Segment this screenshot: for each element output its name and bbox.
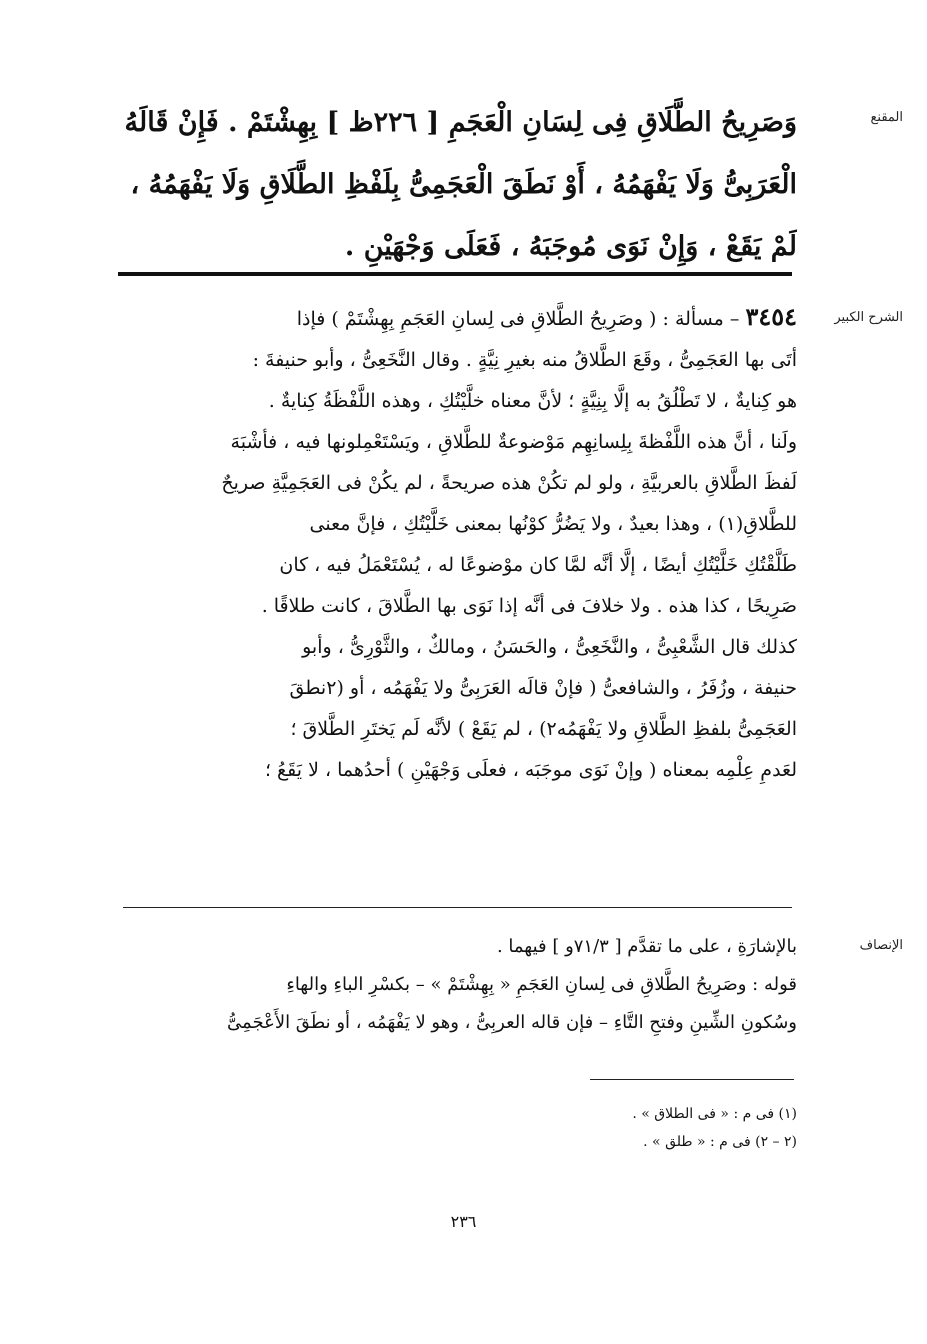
sharh-line: ولَنا ، أنَّ هذه اللَّفْظةَ بِلِسانِهِم مَوْضوعةٌ للطَّلاقِ ، ويَسْتَعْمِلونها فيه ، فأشْبَهَ: [230, 431, 797, 453]
sharh-text: [112, 296, 797, 791]
sharh-line: هو كِنايةٌ ، لا تَطْلُقُ به إلَّا بِنِيَّةٍ ؛ لأنَّ معناه خلَّيْتُكِ ، وهذه اللَّفْظَةُ كِنايةٌ .: [268, 390, 797, 412]
sharh-line: حنيفة ، وزُفَرُ ، والشافعىُّ ( فإنْ قالَه العَرَبِىُّ ولا يَفْهَمُه ، أو (٢نطقَ: [289, 677, 797, 699]
issue-number: ٣٤٥٤: [745, 302, 797, 331]
sharh-line: لعَدمِ عِلْمِه بمعناه ( وإنْ نَوَى موجَبَه ، فعلَى وَجْهَيْنِ ) أحدُهما ، لا يَقَعُ ؛: [264, 759, 797, 781]
footnote: (١) فى م : « فى الطلاق » .: [632, 1106, 797, 1122]
insaf-line: وسُكونِ الشِّينِ وفتحِ التَّاءِ – فإن قاله العربِىُّ ، وهو لا يَفْهَمُه ، أو نطَقَ الأَعْجَمِىُّ: [227, 1012, 797, 1033]
footnotes: [112, 1100, 797, 1156]
footnote: (٢ – ٢) فى م : « طلق » .: [643, 1134, 797, 1150]
muqni-label: المقنع: [870, 110, 903, 125]
insaf-text: [112, 928, 797, 1042]
muqni-line: وَصَرِيحُ الطَّلَاقِ فِى لِسَانِ الْعَجَمِ [ ٢٢٦ظ ] بِهِشْتَمْ . فَإِنْ قَالَهُ: [124, 107, 797, 138]
muqni-line: الْعَرَبِىُّ وَلَا يَفْهَمُهُ ، أَوْ نَطَقَ الْعَجَمِىُّ بِلَفْظِ الطَّلَاقِ وَلَا يَفْهَمُهُ ،: [130, 169, 797, 200]
sharh-line: العَجَمِىُّ بلفظِ الطَّلاقِ ولا يَفْهَمُه٢) ، لم يَقَعْ ) لأنَّه لَم يَختَرِ الطَّلاقَ ؛: [290, 718, 797, 740]
sharh-line: لَفظَ الطَّلاقِ بالعربيَّةِ ، ولو لم تكُنْ هذه صريحةً ، لم يكُنْ فى العَجَمِيَّةِ صريحٌ: [221, 472, 797, 494]
muqni-text: [112, 92, 797, 278]
insaf-line: قوله : وصَرِيحُ الطَّلاقِ فى لِسانِ العَجَمِ « بِهِشْتَمْ » – بكسْرِ الباءِ والهاءِ: [286, 974, 797, 995]
sharh-line: – مسألة : ( وصَرِيحُ الطَّلاقِ فى لِسانِ العَجَمِ بِهِشْتَمْ ) فإذا: [296, 308, 740, 330]
sharh-line: كذلك قال الشَّعْبِىُّ ، والنَّخَعِىُّ ، والحَسَنُ ، ومالكٌ ، والثَّوْرِىُّ ، وأبو: [302, 636, 797, 658]
page-number: ٢٣٦: [450, 1212, 477, 1231]
sharh-label: الشرح الكبير: [834, 310, 903, 325]
sharh-first-line: [112, 296, 797, 340]
section-divider-thin: [123, 907, 792, 908]
section-divider-thick: [118, 272, 792, 276]
sharh-line: صَرِيحًا ، كذا هذه . ولا خلافَ فى أنَّه إذا نَوَى بها الطَّلاقَ ، كانت طلاقًا .: [261, 595, 797, 617]
insaf-label: الإنصاف: [859, 938, 903, 953]
footnote-divider: [590, 1079, 794, 1080]
sharh-line: طَلَّقْتُكِ خَلَّيْتُكِ أيضًا ، إلَّا أنَّه لمَّا كان موْضوعًا له ، يُسْتَعْمَلُ فيه ، كان: [279, 554, 797, 576]
insaf-line: بالإشارَةِ ، على ما تقدَّم [ ٧١/٣و ] فيهما .: [496, 936, 797, 957]
sharh-line: للطَّلاقِ(١) ، وهذا بعيدٌ ، ولا يَضُرُّ كوْنُها بمعنى خَلَّيْتُكِ ، فإنَّ معنى: [309, 513, 797, 535]
muqni-line: لَمْ يَقَعْ ، وَإِنْ نَوَى مُوجَبَهُ ، فَعَلَى وَجْهَيْنِ .: [344, 231, 797, 262]
sharh-line: أتَى بها العَجَمِىُّ ، وقَعَ الطَّلاقُ منه بغيرِ نِيَّةٍ . وقال النَّخَعِىُّ ، وأبو حنيفةَ :: [252, 349, 797, 371]
